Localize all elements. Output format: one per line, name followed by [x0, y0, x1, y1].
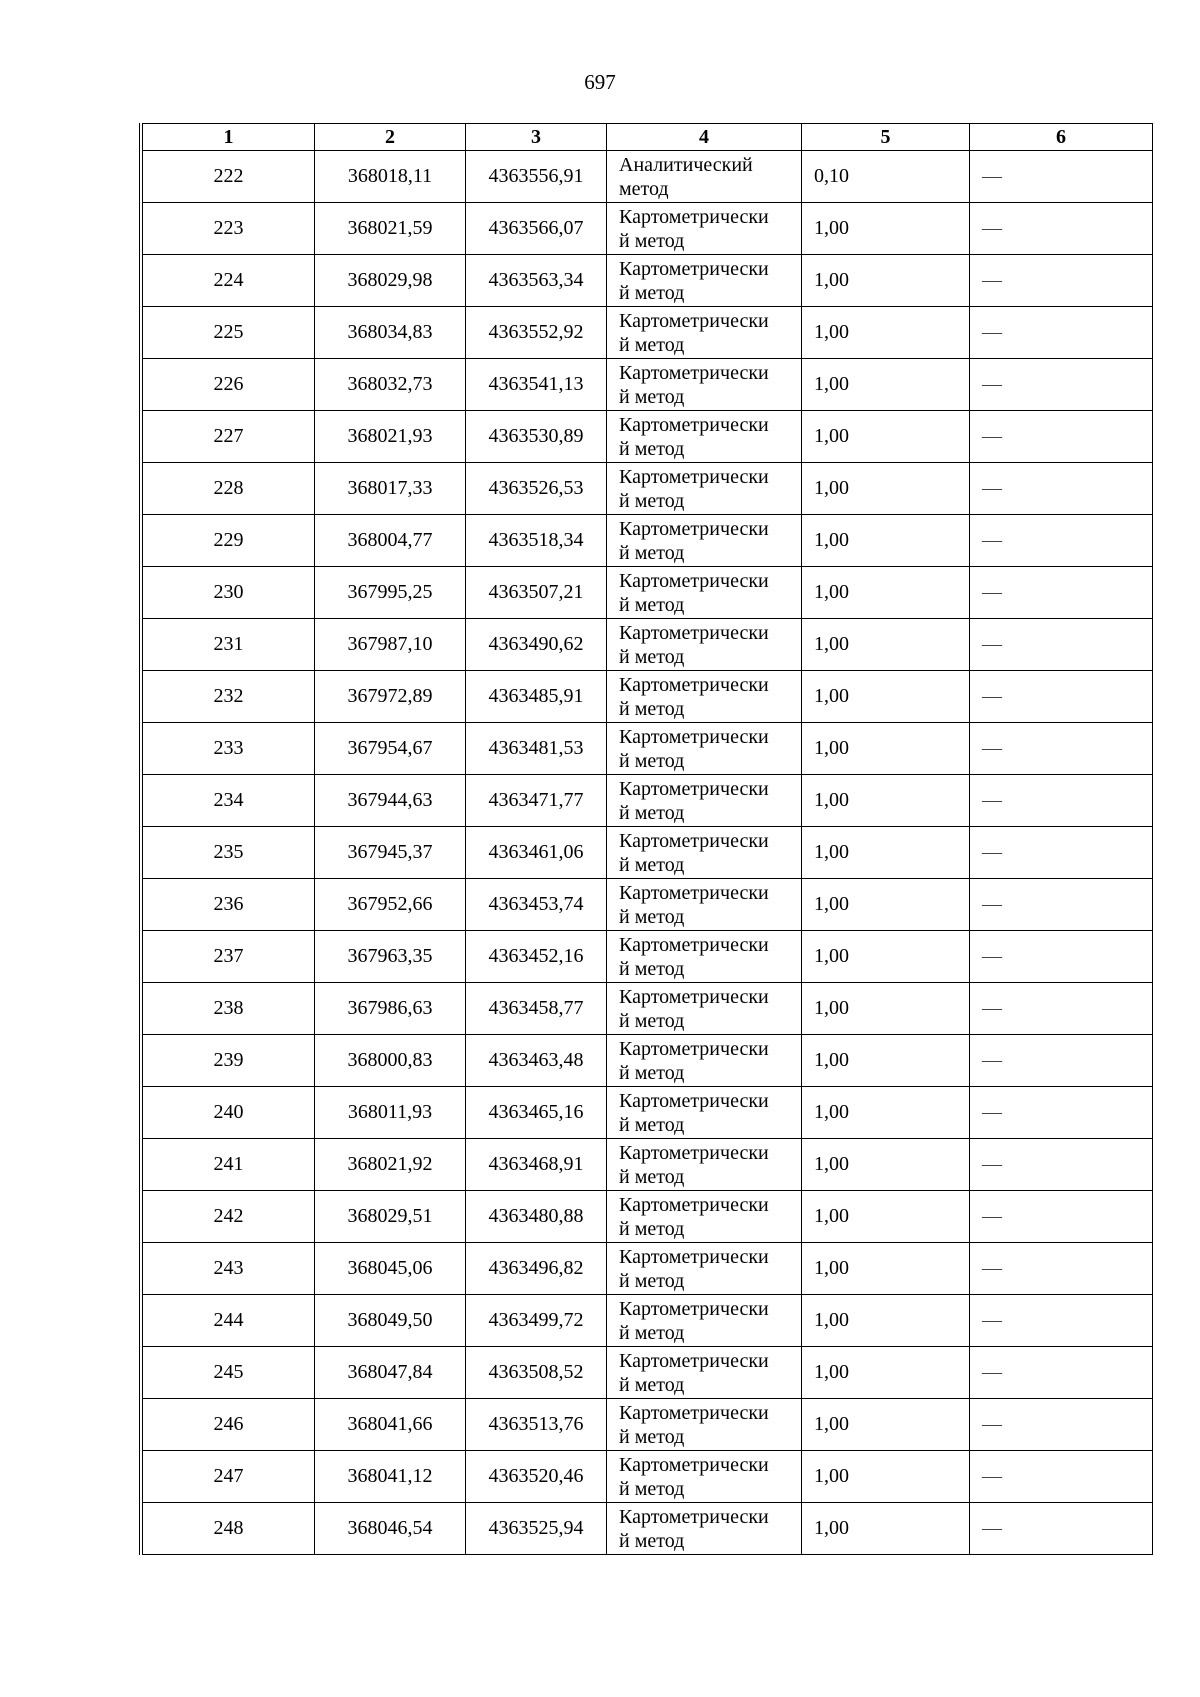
method-line-1: Картометрически	[619, 1401, 769, 1424]
y-coordinate-cell: 4363465,16	[466, 1087, 607, 1139]
method-cell	[607, 307, 802, 359]
table-row	[143, 1243, 1153, 1295]
dash-icon: —	[982, 1101, 1002, 1123]
dash-icon: —	[982, 477, 1002, 499]
method-line-2: й метод	[619, 1425, 685, 1448]
accuracy-cell: 1,00	[802, 255, 970, 307]
table-row	[143, 1191, 1153, 1243]
table-row	[143, 411, 1153, 463]
y-coordinate-cell: 4363507,21	[466, 567, 607, 619]
accuracy-cell: 1,00	[802, 515, 970, 567]
dash-icon: —	[982, 529, 1002, 551]
y-coordinate-cell: 4363458,77	[466, 983, 607, 1035]
method-line-1: Картометрически	[619, 621, 769, 644]
accuracy-cell: 1,00	[802, 567, 970, 619]
x-coordinate-cell: 367987,10	[315, 619, 466, 671]
point-number-cell: 232	[143, 671, 315, 723]
table-row	[143, 515, 1153, 567]
point-number-cell: 234	[143, 775, 315, 827]
x-coordinate-cell: 367954,67	[315, 723, 466, 775]
accuracy-cell: 1,00	[802, 827, 970, 879]
method-line-2: й метод	[619, 1009, 685, 1032]
dash-icon: —	[982, 373, 1002, 395]
table-row	[143, 1035, 1153, 1087]
method-line-1: Картометрически	[619, 933, 769, 956]
y-coordinate-cell: 4363496,82	[466, 1243, 607, 1295]
accuracy-cell: 1,00	[802, 1035, 970, 1087]
method-cell	[607, 983, 802, 1035]
x-coordinate-cell: 368034,83	[315, 307, 466, 359]
dash-icon: —	[982, 633, 1002, 655]
x-coordinate-cell: 367972,89	[315, 671, 466, 723]
method-cell	[607, 1399, 802, 1451]
method-line-1: Картометрически	[619, 465, 769, 488]
method-cell	[607, 1347, 802, 1399]
point-number-cell: 246	[143, 1399, 315, 1451]
dash-icon: —	[982, 1517, 1002, 1539]
method-line-1: Картометрически	[619, 1297, 769, 1320]
method-line-1: Картометрически	[619, 517, 769, 540]
method-line-2: й метод	[619, 1373, 685, 1396]
y-coordinate-cell: 4363541,13	[466, 359, 607, 411]
method-cell	[607, 515, 802, 567]
table-row	[143, 1087, 1153, 1139]
method-line-2: й метод	[619, 437, 685, 460]
dash-icon: —	[982, 1413, 1002, 1435]
x-coordinate-cell: 368029,98	[315, 255, 466, 307]
accuracy-cell: 1,00	[802, 359, 970, 411]
method-line-2: й метод	[619, 645, 685, 668]
y-coordinate-cell: 4363520,46	[466, 1451, 607, 1503]
table-row	[143, 931, 1153, 983]
x-coordinate-cell: 368017,33	[315, 463, 466, 515]
point-number-cell: 247	[143, 1451, 315, 1503]
method-cell	[607, 1035, 802, 1087]
accuracy-cell: 1,00	[802, 1295, 970, 1347]
method-line-2: й метод	[619, 749, 685, 772]
y-coordinate-cell: 4363480,88	[466, 1191, 607, 1243]
note-cell	[970, 983, 1153, 1035]
coordinates-table-wrapper	[139, 123, 1155, 1555]
method-cell	[607, 775, 802, 827]
x-coordinate-cell: 367944,63	[315, 775, 466, 827]
method-cell	[607, 1191, 802, 1243]
y-coordinate-cell: 4363513,76	[466, 1399, 607, 1451]
table-header-row	[143, 124, 1153, 151]
note-cell	[970, 775, 1153, 827]
table-row	[143, 203, 1153, 255]
table-row	[143, 151, 1153, 203]
x-coordinate-cell: 368029,51	[315, 1191, 466, 1243]
method-line-2: метод	[619, 177, 669, 200]
dash-icon: —	[982, 425, 1002, 447]
dash-icon: —	[982, 893, 1002, 915]
x-coordinate-cell: 368021,59	[315, 203, 466, 255]
method-line-1: Картометрически	[619, 985, 769, 1008]
method-line-1: Картометрически	[619, 569, 769, 592]
note-cell	[970, 411, 1153, 463]
method-line-1: Картометрически	[619, 1089, 769, 1112]
method-cell	[607, 567, 802, 619]
point-number-cell: 227	[143, 411, 315, 463]
dash-icon: —	[982, 789, 1002, 811]
table-row	[143, 567, 1153, 619]
x-coordinate-cell: 367963,35	[315, 931, 466, 983]
point-number-cell: 222	[143, 151, 315, 203]
note-cell	[970, 1139, 1153, 1191]
y-coordinate-cell: 4363552,92	[466, 307, 607, 359]
method-line-1: Картометрически	[619, 881, 769, 904]
method-line-1: Картометрически	[619, 673, 769, 696]
accuracy-cell: 1,00	[802, 1139, 970, 1191]
note-cell	[970, 671, 1153, 723]
method-cell	[607, 723, 802, 775]
method-line-2: й метод	[619, 281, 685, 304]
dash-icon: —	[982, 269, 1002, 291]
x-coordinate-cell: 368046,54	[315, 1503, 466, 1555]
x-coordinate-cell: 368049,50	[315, 1295, 466, 1347]
table-body	[143, 151, 1153, 1555]
method-line-1: Картометрически	[619, 1505, 769, 1528]
table-row	[143, 463, 1153, 515]
accuracy-cell: 1,00	[802, 775, 970, 827]
dash-icon: —	[982, 841, 1002, 863]
note-cell	[970, 931, 1153, 983]
note-cell	[970, 567, 1153, 619]
note-cell	[970, 307, 1153, 359]
accuracy-cell: 1,00	[802, 983, 970, 1035]
point-number-cell: 236	[143, 879, 315, 931]
y-coordinate-cell: 4363485,91	[466, 671, 607, 723]
dash-icon: —	[982, 1465, 1002, 1487]
y-coordinate-cell: 4363471,77	[466, 775, 607, 827]
x-coordinate-cell: 368021,92	[315, 1139, 466, 1191]
x-coordinate-cell: 367952,66	[315, 879, 466, 931]
x-coordinate-cell: 367995,25	[315, 567, 466, 619]
accuracy-cell: 1,00	[802, 463, 970, 515]
table-row	[143, 1399, 1153, 1451]
dash-icon: —	[982, 1309, 1002, 1331]
dash-icon: —	[982, 997, 1002, 1019]
y-coordinate-cell: 4363453,74	[466, 879, 607, 931]
method-cell	[607, 1087, 802, 1139]
table-row	[143, 359, 1153, 411]
method-line-2: й метод	[619, 1529, 685, 1552]
dash-icon: —	[982, 1205, 1002, 1227]
table-row	[143, 307, 1153, 359]
dash-icon: —	[982, 165, 1002, 187]
method-line-1: Картометрически	[619, 777, 769, 800]
y-coordinate-cell: 4363530,89	[466, 411, 607, 463]
table-row	[143, 775, 1153, 827]
x-coordinate-cell: 367986,63	[315, 983, 466, 1035]
method-cell	[607, 203, 802, 255]
point-number-cell: 248	[143, 1503, 315, 1555]
table-row	[143, 671, 1153, 723]
accuracy-cell: 1,00	[802, 1087, 970, 1139]
point-number-cell: 243	[143, 1243, 315, 1295]
point-number-cell: 230	[143, 567, 315, 619]
point-number-cell: 237	[143, 931, 315, 983]
accuracy-cell: 1,00	[802, 1451, 970, 1503]
method-cell	[607, 1295, 802, 1347]
method-line-2: й метод	[619, 229, 685, 252]
point-number-cell: 233	[143, 723, 315, 775]
y-coordinate-cell: 4363556,91	[466, 151, 607, 203]
method-cell	[607, 827, 802, 879]
point-number-cell: 242	[143, 1191, 315, 1243]
y-coordinate-cell: 4363490,62	[466, 619, 607, 671]
note-cell	[970, 1399, 1153, 1451]
point-number-cell: 240	[143, 1087, 315, 1139]
method-line-1: Картометрически	[619, 309, 769, 332]
point-number-cell: 238	[143, 983, 315, 1035]
method-cell	[607, 1451, 802, 1503]
method-line-1: Картометрически	[619, 1245, 769, 1268]
method-line-1: Аналитический	[619, 153, 753, 176]
x-coordinate-cell: 368021,93	[315, 411, 466, 463]
point-number-cell: 225	[143, 307, 315, 359]
method-line-1: Картометрически	[619, 1037, 769, 1060]
method-line-2: й метод	[619, 333, 685, 356]
table-row	[143, 879, 1153, 931]
method-line-2: й метод	[619, 489, 685, 512]
table-row	[143, 1451, 1153, 1503]
header-col-3: 3	[466, 124, 607, 151]
dash-icon: —	[982, 1153, 1002, 1175]
method-line-2: й метод	[619, 1113, 685, 1136]
page-number: 697	[584, 70, 616, 94]
note-cell	[970, 1087, 1153, 1139]
method-cell	[607, 931, 802, 983]
method-line-1: Картометрически	[619, 413, 769, 436]
x-coordinate-cell: 368047,84	[315, 1347, 466, 1399]
note-cell	[970, 1347, 1153, 1399]
dash-icon: —	[982, 685, 1002, 707]
accuracy-cell: 1,00	[802, 931, 970, 983]
dash-icon: —	[982, 945, 1002, 967]
x-coordinate-cell: 368018,11	[315, 151, 466, 203]
x-coordinate-cell: 368032,73	[315, 359, 466, 411]
table-row	[143, 827, 1153, 879]
dash-icon: —	[982, 217, 1002, 239]
accuracy-cell: 1,00	[802, 879, 970, 931]
y-coordinate-cell: 4363463,48	[466, 1035, 607, 1087]
x-coordinate-cell: 368041,66	[315, 1399, 466, 1451]
y-coordinate-cell: 4363461,06	[466, 827, 607, 879]
dash-icon: —	[982, 737, 1002, 759]
dash-icon: —	[982, 1361, 1002, 1383]
table-row	[143, 1347, 1153, 1399]
dash-icon: —	[982, 1049, 1002, 1071]
accuracy-cell: 1,00	[802, 411, 970, 463]
note-cell	[970, 827, 1153, 879]
y-coordinate-cell: 4363566,07	[466, 203, 607, 255]
accuracy-cell: 1,00	[802, 619, 970, 671]
note-cell	[970, 1503, 1153, 1555]
method-cell	[607, 1139, 802, 1191]
y-coordinate-cell: 4363563,34	[466, 255, 607, 307]
note-cell	[970, 1295, 1153, 1347]
accuracy-cell: 1,00	[802, 723, 970, 775]
table-row	[143, 983, 1153, 1035]
table-row	[143, 1503, 1153, 1555]
method-line-1: Картометрически	[619, 361, 769, 384]
note-cell	[970, 203, 1153, 255]
note-cell	[970, 879, 1153, 931]
method-line-2: й метод	[619, 697, 685, 720]
x-coordinate-cell: 368000,83	[315, 1035, 466, 1087]
point-number-cell: 231	[143, 619, 315, 671]
accuracy-cell: 1,00	[802, 1243, 970, 1295]
method-cell	[607, 619, 802, 671]
note-cell	[970, 255, 1153, 307]
table-row	[143, 1295, 1153, 1347]
method-line-1: Картометрически	[619, 829, 769, 852]
method-cell	[607, 671, 802, 723]
method-cell	[607, 411, 802, 463]
point-number-cell: 244	[143, 1295, 315, 1347]
method-line-2: й метод	[619, 1269, 685, 1292]
point-number-cell: 226	[143, 359, 315, 411]
x-coordinate-cell: 368041,12	[315, 1451, 466, 1503]
accuracy-cell: 1,00	[802, 1191, 970, 1243]
method-line-1: Картометрически	[619, 1193, 769, 1216]
method-cell	[607, 463, 802, 515]
y-coordinate-cell: 4363468,91	[466, 1139, 607, 1191]
method-line-2: й метод	[619, 801, 685, 824]
method-line-2: й метод	[619, 957, 685, 980]
accuracy-cell: 1,00	[802, 1503, 970, 1555]
accuracy-cell: 1,00	[802, 1347, 970, 1399]
method-line-1: Картометрически	[619, 257, 769, 280]
note-cell	[970, 723, 1153, 775]
method-line-1: Картометрически	[619, 205, 769, 228]
point-number-cell: 229	[143, 515, 315, 567]
y-coordinate-cell: 4363525,94	[466, 1503, 607, 1555]
method-cell	[607, 1243, 802, 1295]
accuracy-cell: 1,00	[802, 203, 970, 255]
note-cell	[970, 619, 1153, 671]
note-cell	[970, 1243, 1153, 1295]
point-number-cell: 245	[143, 1347, 315, 1399]
dash-icon: —	[982, 321, 1002, 343]
method-cell	[607, 879, 802, 931]
note-cell	[970, 151, 1153, 203]
y-coordinate-cell: 4363499,72	[466, 1295, 607, 1347]
point-number-cell: 228	[143, 463, 315, 515]
method-line-1: Картометрически	[619, 1141, 769, 1164]
note-cell	[970, 463, 1153, 515]
dash-icon: —	[982, 1257, 1002, 1279]
x-coordinate-cell: 368011,93	[315, 1087, 466, 1139]
method-line-2: й метод	[619, 593, 685, 616]
x-coordinate-cell: 368045,06	[315, 1243, 466, 1295]
table-row	[143, 1139, 1153, 1191]
dash-icon: —	[982, 581, 1002, 603]
note-cell	[970, 359, 1153, 411]
accuracy-cell: 1,00	[802, 671, 970, 723]
header-col-2: 2	[315, 124, 466, 151]
note-cell	[970, 1035, 1153, 1087]
accuracy-cell: 0,10	[802, 151, 970, 203]
point-number-cell: 235	[143, 827, 315, 879]
method-cell	[607, 1503, 802, 1555]
method-cell	[607, 255, 802, 307]
x-coordinate-cell: 367945,37	[315, 827, 466, 879]
y-coordinate-cell: 4363518,34	[466, 515, 607, 567]
accuracy-cell: 1,00	[802, 1399, 970, 1451]
method-line-1: Картометрически	[619, 725, 769, 748]
method-line-2: й метод	[619, 1165, 685, 1188]
coordinates-table	[142, 123, 1153, 1555]
note-cell	[970, 1451, 1153, 1503]
y-coordinate-cell: 4363508,52	[466, 1347, 607, 1399]
header-col-5: 5	[802, 124, 970, 151]
table-row	[143, 255, 1153, 307]
y-coordinate-cell: 4363481,53	[466, 723, 607, 775]
header-col-4: 4	[607, 124, 802, 151]
point-number-cell: 241	[143, 1139, 315, 1191]
method-cell	[607, 151, 802, 203]
point-number-cell: 223	[143, 203, 315, 255]
table-row	[143, 619, 1153, 671]
accuracy-cell: 1,00	[802, 307, 970, 359]
method-line-2: й метод	[619, 1061, 685, 1084]
method-line-2: й метод	[619, 1217, 685, 1240]
y-coordinate-cell: 4363526,53	[466, 463, 607, 515]
method-line-1: Картометрически	[619, 1349, 769, 1372]
method-line-2: й метод	[619, 905, 685, 928]
x-coordinate-cell: 368004,77	[315, 515, 466, 567]
method-line-2: й метод	[619, 1477, 685, 1500]
method-line-2: й метод	[619, 541, 685, 564]
method-line-2: й метод	[619, 385, 685, 408]
note-cell	[970, 1191, 1153, 1243]
method-line-2: й метод	[619, 1321, 685, 1344]
y-coordinate-cell: 4363452,16	[466, 931, 607, 983]
point-number-cell: 239	[143, 1035, 315, 1087]
point-number-cell: 224	[143, 255, 315, 307]
method-cell	[607, 359, 802, 411]
header-col-1: 1	[143, 124, 315, 151]
table-row	[143, 723, 1153, 775]
header-col-6: 6	[970, 124, 1153, 151]
note-cell	[970, 515, 1153, 567]
method-line-1: Картометрически	[619, 1453, 769, 1476]
method-line-2: й метод	[619, 853, 685, 876]
